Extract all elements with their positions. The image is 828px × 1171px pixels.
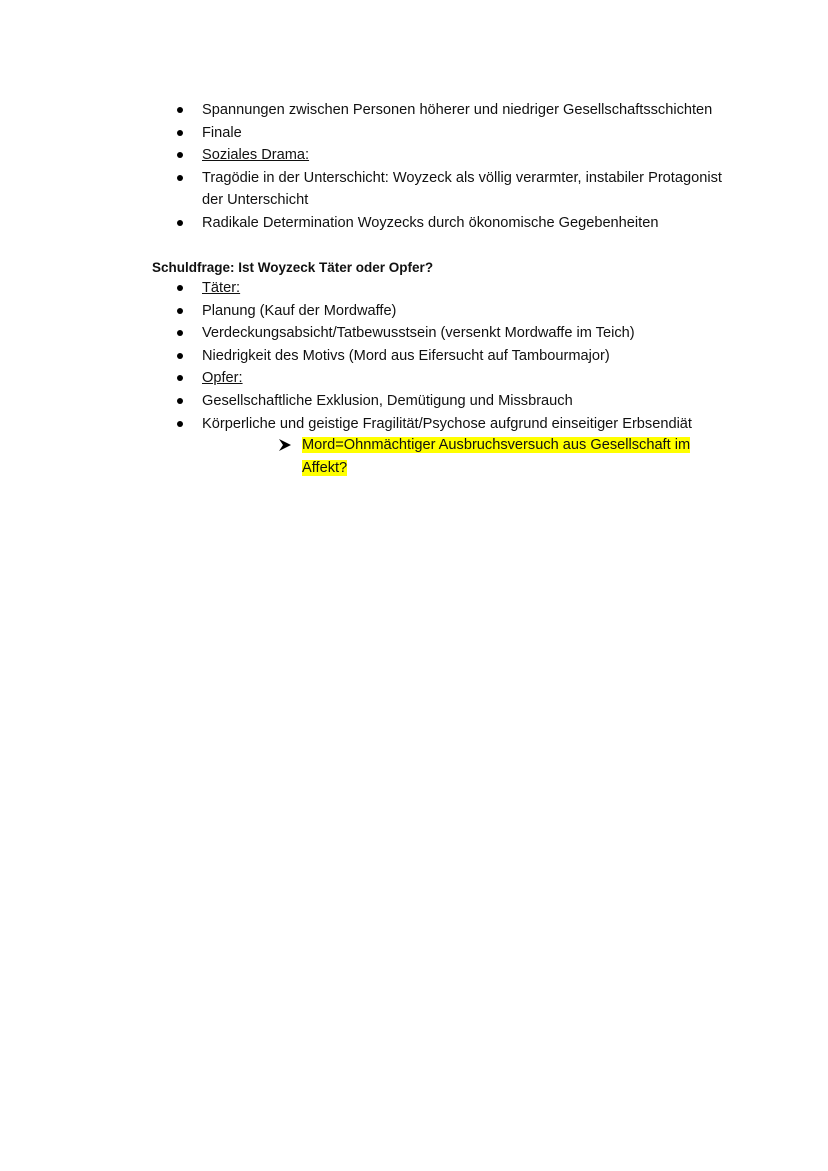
list-item — [170, 345, 730, 368]
list-item — [170, 167, 730, 212]
highlighted-text-line-2: Affekt? — [302, 459, 348, 476]
section-1-bullet-list — [170, 99, 730, 235]
conclusion-text — [302, 434, 718, 479]
conclusion-arrow-item — [278, 434, 718, 479]
list-item-text: Verdeckungsabsicht/Tatbewusstsein (versenkt Mordwaffe im Teich) — [202, 325, 635, 342]
list-item-text: Körperliche und geistige Fragilität/Psychose aufgrund einseitiger Erbsendiät — [202, 415, 692, 432]
list-item-text: Tragödie in der Unterschicht: Woyzeck als völlig verarmter, instabiler Protagonist der Unterschicht — [202, 169, 722, 209]
list-item — [170, 322, 730, 345]
highlighted-text-line-1: Mord=Ohnmächtiger Ausbruchsversuch aus Gesellschaft im — [302, 437, 691, 453]
list-item-text: Spannungen zwischen Personen höherer und niedriger Gesellschaftsschichten — [202, 102, 713, 118]
list-item — [170, 212, 730, 235]
section-2-bullet-list — [170, 277, 730, 435]
list-item — [170, 122, 730, 145]
list-item-text: Finale — [202, 124, 242, 141]
list-item-text: Gesellschaftliche Exklusion, Demütigung und Missbrauch — [202, 392, 573, 409]
list-item — [170, 367, 730, 390]
list-item-text: Niedrigkeit des Motivs (Mord aus Eifersucht auf Tambourmajor) — [202, 347, 610, 364]
list-item — [170, 144, 730, 167]
list-item-text-underlined: Opfer: — [202, 370, 243, 387]
list-item-text-underlined: Täter: — [202, 280, 241, 296]
list-item-text: Planung (Kauf der Mordwaffe) — [202, 302, 397, 319]
list-item — [170, 277, 730, 300]
arrowhead-bullet-icon — [278, 434, 292, 456]
list-item-text-underlined: Soziales Drama: — [202, 147, 310, 164]
list-item-text: Radikale Determination Woyzecks durch ökonomische Gegebenheiten — [202, 214, 659, 231]
list-item — [170, 300, 730, 323]
section-heading: Schuldfrage: Ist Woyzeck Täter oder Opfer? — [152, 260, 434, 275]
list-item — [170, 390, 730, 413]
list-item — [170, 99, 730, 122]
list-item — [170, 413, 730, 436]
